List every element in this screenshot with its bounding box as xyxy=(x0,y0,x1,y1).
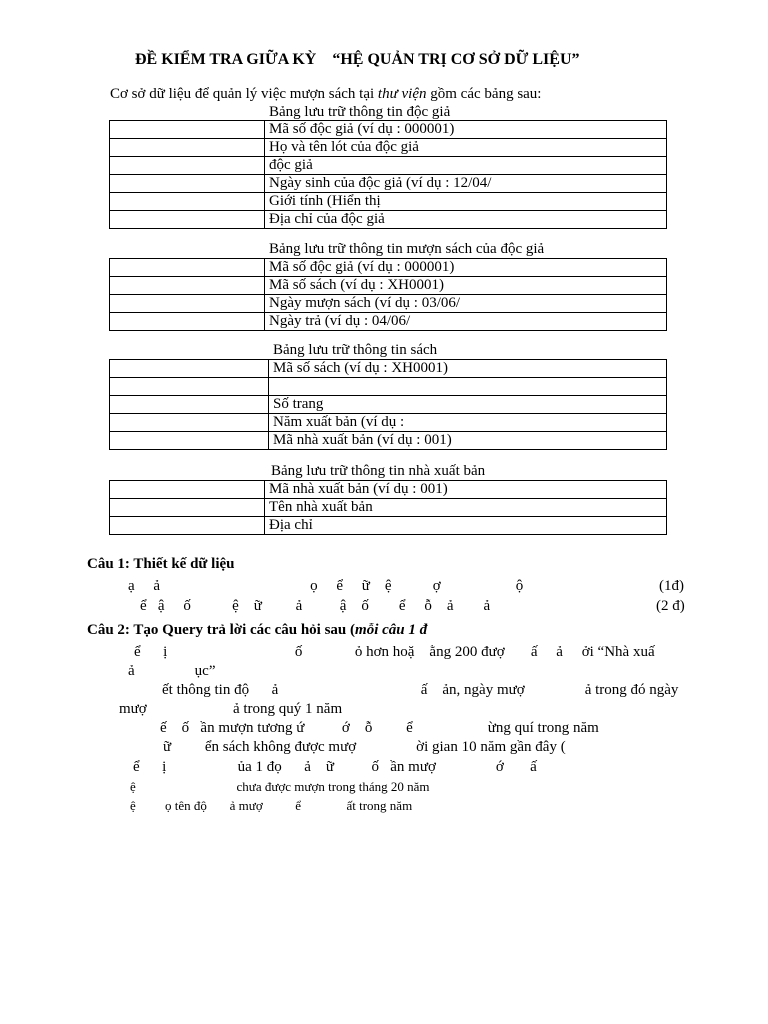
question-2-line: ể ị ủa 1 đọ ả ữ ố ần mượ ớ ấ xyxy=(133,759,537,775)
question-2-line: ệ ọ tên độ ả mượ ể ất trong năm xyxy=(130,798,413,813)
table-cell: Số trang xyxy=(269,396,667,414)
table-cell xyxy=(110,211,265,229)
table-row xyxy=(110,295,667,313)
table-cell xyxy=(110,499,265,517)
table-row xyxy=(110,193,667,211)
question-2-line: ả ục” xyxy=(128,663,216,679)
table-cell: Họ và tên lót của độc giả xyxy=(265,139,667,157)
table-borrow xyxy=(109,258,667,331)
table-cell: Mã số độc giả (ví dụ : 000001) xyxy=(265,259,667,277)
table-cell: Địa chỉ của độc giả xyxy=(265,211,667,229)
table-cell: Mã số sách (ví dụ : XH0001) xyxy=(269,360,667,378)
intro-text-end: gồm các bảng sau: xyxy=(426,86,542,102)
table-cell: Ngày mượn sách (ví dụ : 03/06/ xyxy=(265,295,667,313)
intro-text: Cơ sở dữ liệu để quản lý việc mượn sách tại xyxy=(110,86,378,102)
table-row xyxy=(110,481,667,499)
table-cell xyxy=(110,313,265,331)
table-row xyxy=(110,396,667,414)
table-cell: Mã nhà xuất bản (ví dụ : 001) xyxy=(265,481,667,499)
question-1-score: (2 đ) xyxy=(656,598,685,614)
table-cell xyxy=(269,378,667,396)
question-2-heading xyxy=(87,621,427,639)
table-cell xyxy=(110,378,269,396)
table-row xyxy=(110,277,667,295)
table-cell xyxy=(110,396,269,414)
table-cell: Giới tính (Hiển thị xyxy=(265,193,667,211)
question-1-heading: Câu 1: Thiết kế dữ liệu xyxy=(87,556,235,572)
table-cell: Ngày trả (ví dụ : 04/06/ xyxy=(265,313,667,331)
question-2-line: ết thông tin độ ả ấ ản, ngày mượ ả trong đó ngày xyxy=(162,682,679,698)
table-cell xyxy=(110,139,265,157)
table-cell: độc giả xyxy=(265,157,667,175)
question-2-line: mượ ả trong quý 1 năm xyxy=(119,701,343,717)
table-cell xyxy=(110,121,265,139)
table-book xyxy=(109,359,667,450)
question-2-heading-italic: mỗi câu 1 đ xyxy=(355,622,428,638)
table-caption-borrow: Bảng lưu trữ thông tin mượn sách của độc giả xyxy=(269,241,545,257)
table-caption-book: Bảng lưu trữ thông tin sách xyxy=(273,342,438,358)
table-row xyxy=(110,517,667,535)
page-title: ĐỀ KIỂM TRA GIỮA KỲ “HỆ QUẢN TRỊ CƠ SỞ DỮ LIỆU” xyxy=(135,51,580,68)
question-1-line: ể ậ ố ệ ữ ả ậ ố ể ỗ ả ả xyxy=(140,598,491,614)
intro-paragraph xyxy=(110,85,541,103)
intro-italic: thư viện xyxy=(377,86,427,102)
table-row xyxy=(110,175,667,193)
table-cell xyxy=(110,157,265,175)
table-row xyxy=(110,499,667,517)
table-row xyxy=(110,139,667,157)
table-row xyxy=(110,157,667,175)
table-row xyxy=(110,121,667,139)
table-cell xyxy=(110,432,269,450)
question-1-line: ạ ả ọ ể ữ ệ ợ ộ xyxy=(128,578,524,594)
table-caption-publisher: Bảng lưu trữ thông tin nhà xuất bản xyxy=(271,463,486,479)
table-cell xyxy=(110,414,269,432)
table-row xyxy=(110,378,667,396)
table-cell xyxy=(110,517,265,535)
table-row xyxy=(110,432,667,450)
table-row xyxy=(110,259,667,277)
table-cell xyxy=(110,360,269,378)
table-cell: Tên nhà xuất bản xyxy=(265,499,667,517)
table-cell: Mã số sách (ví dụ : XH0001) xyxy=(265,277,667,295)
table-cell xyxy=(110,259,265,277)
table-cell: Năm xuất bản (ví dụ : xyxy=(269,414,667,432)
table-cell xyxy=(110,277,265,295)
table-cell xyxy=(110,175,265,193)
table-cell: Mã số độc giả (ví dụ : 000001) xyxy=(265,121,667,139)
table-row xyxy=(110,211,667,229)
table-cell: Ngày sinh của độc giả (ví dụ : 12/04/ xyxy=(265,175,667,193)
question-2-line: ể ị ố ỏ hơn hoặ ằng 200 đượ ấ ả ởi “Nhà xuấ xyxy=(134,644,655,660)
table-cell: Mã nhà xuất bản (ví dụ : 001) xyxy=(269,432,667,450)
table-reader xyxy=(109,120,667,229)
table-cell: Địa chỉ xyxy=(265,517,667,535)
question-1-score: (1đ) xyxy=(659,578,684,594)
table-row xyxy=(110,414,667,432)
question-2-line: ế ố ần mượn tương ứ ớ ỗ ể ừng quí trong năm xyxy=(160,720,599,736)
table-row xyxy=(110,360,667,378)
table-row xyxy=(110,313,667,331)
table-cell xyxy=(110,295,265,313)
table-cell xyxy=(110,481,265,499)
table-cell xyxy=(110,193,265,211)
question-2-heading-text: Câu 2: Tạo Query trả lời các câu hỏi sau ( xyxy=(87,622,356,638)
table-caption-reader: Bảng lưu trữ thông tin độc giả xyxy=(269,104,451,120)
question-2-line: ữ ển sách không được mượ ời gian 10 năm gần đây ( xyxy=(163,739,566,755)
question-2-line: ệ chưa được mượn trong tháng 20 năm xyxy=(130,779,430,794)
table-publisher xyxy=(109,480,667,535)
